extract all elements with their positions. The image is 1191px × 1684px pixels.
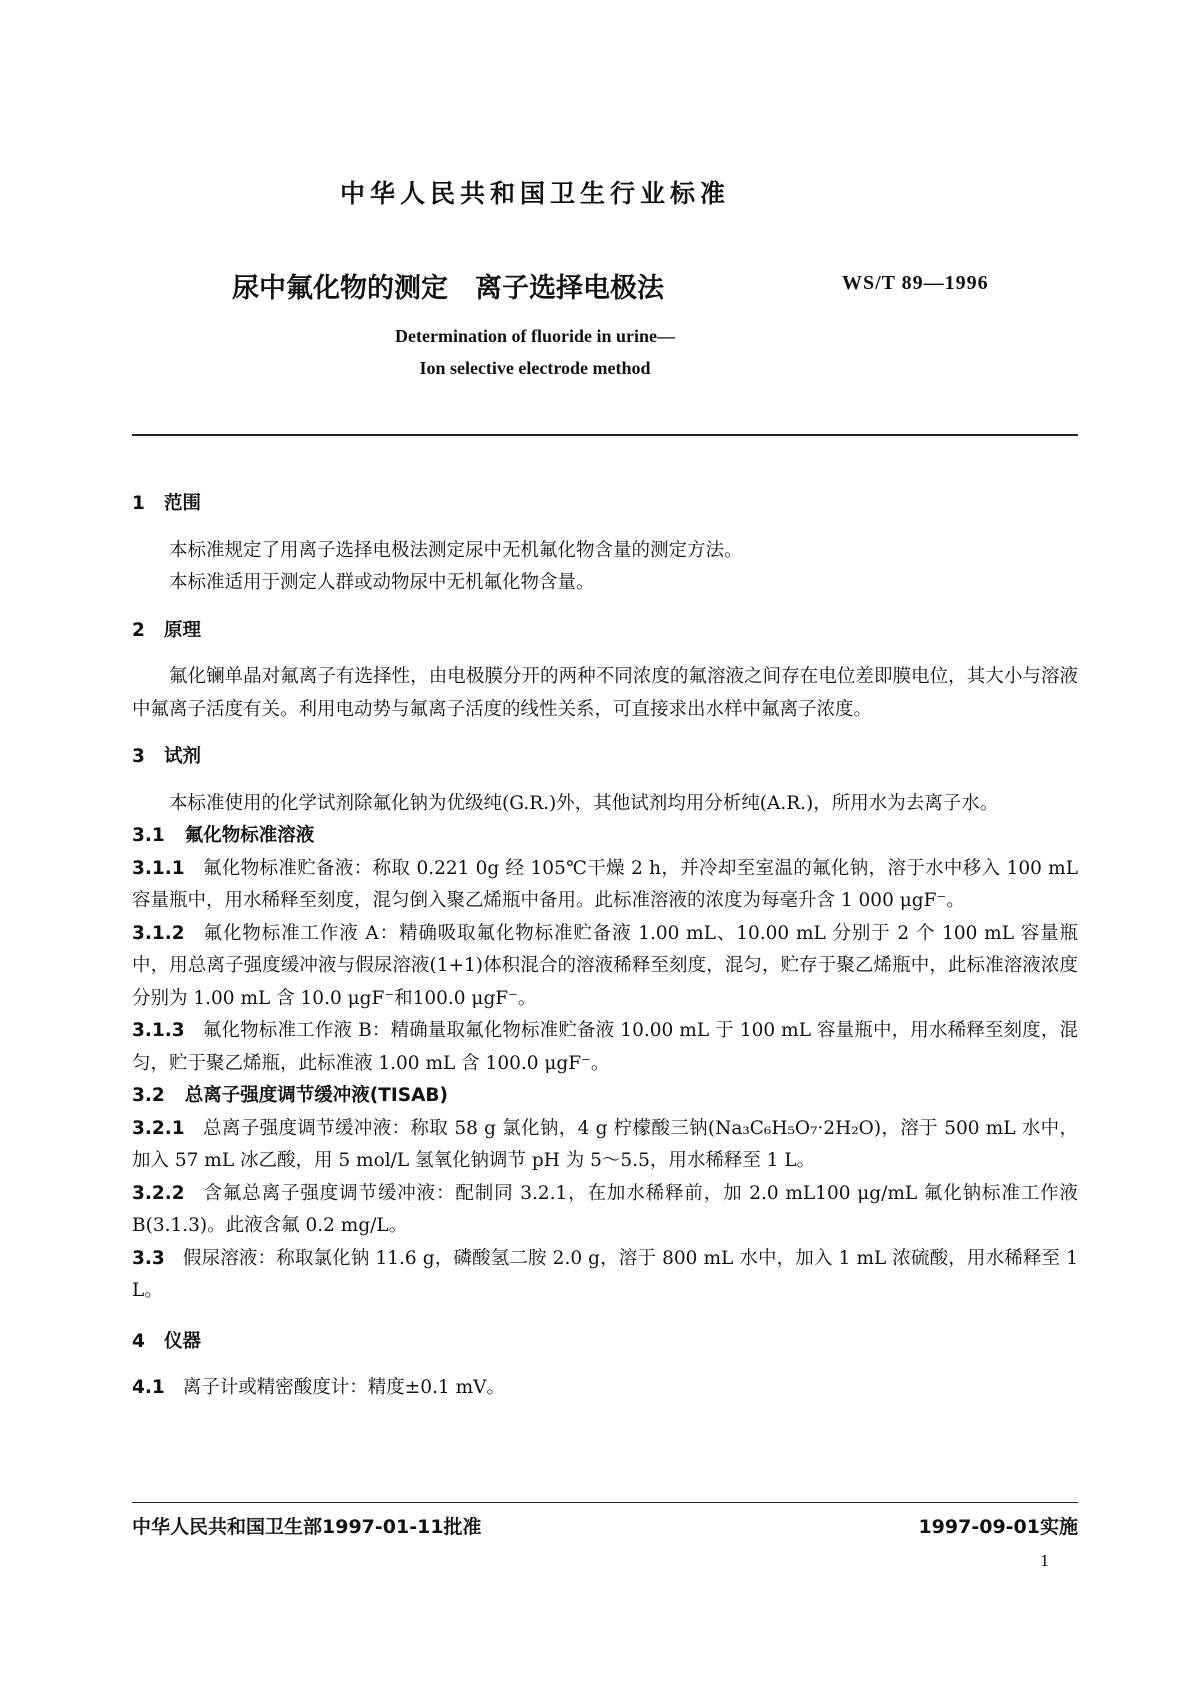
section-number: 4 [132,1330,145,1352]
paragraph: 本标准规定了用离子选择电极法测定尿中无机氟化物含量的测定方法。 [169,539,743,561]
section-number: 1 [132,493,145,514]
clause-number: 3.3 [132,1247,165,1269]
approval-date: 中华人民共和国卫生部1997-01-11批准 [132,1516,482,1538]
clause [132,1080,1078,1113]
clause-number: 3.2.1 [132,1117,185,1139]
clause-text: 氟化物标准工作液 B：精确量取氟化物标准贮备液 10.00 mL 于 100 mL 容量瓶中，用水稀释至刻度，混匀，贮于聚乙烯瓶，此标准液 1.00 mL 含 100.0 μgF⁻。 [132,1020,1078,1074]
clause-text: 氟化物标准贮备液：称取 0.221 0g 经 105℃干燥 2 h，并冷却至室温的氟化钠，溶于水中移入 100 mL 容量瓶中，用水稀释至刻度，混匀倒入聚乙烯瓶中备用。此标准溶液的浓度为每毫升含 1 000 μgF⁻。 [132,857,1078,911]
clause-text: 总离子强度调节缓冲液(TISAB) [184,1085,448,1106]
clause [132,918,1078,1016]
title-divider [132,434,1078,436]
page-number: 1 [1040,1552,1050,1570]
section-title: 范围 [164,493,202,514]
clause [132,1372,1078,1405]
clause-text: 氟化物标准工作液 A：精确吸取氟化物标准贮备液 1.00 mL、10.00 mL 分别于 2 个 100 mL 容量瓶中，用总离子强度缓冲液与假尿溶液(1+1)体积混合的溶液稀释至刻度，混匀，贮存于聚乙烯瓶中，此标准溶液浓度分别为 1.00 mL 含 10.0 μgF⁻和100.0 μgF⁻。 [132,922,1078,1009]
clause [132,1113,1078,1178]
section-number: 2 [132,619,145,641]
english-title-line-2: Ion selective electrode method [419,358,651,378]
clause-text: 假尿溶液：称取氯化钠 11.6 g，磷酸氢二胺 2.0 g，溶于 800 mL 水中，加入 1 mL 浓硫酸，用水稀释至 1 L。 [132,1247,1078,1301]
section-title: 原理 [164,619,202,641]
clause-number: 3.1.3 [132,1020,185,1041]
standard-header: 中华人民共和国卫生行业标准 [339,179,730,208]
clause [132,1243,1078,1308]
effective-date: 1997-09-01实施 [918,1516,1078,1538]
clause [132,820,1078,853]
clause-number: 3.2.2 [132,1182,185,1204]
section-title: 仪器 [164,1330,202,1352]
clause-text: 总离子强度调节缓冲液：称取 58 g 氯化钠，4 g 柠檬酸三钠(Na₃C₆H₅O₇·2H₂O)，溶于 500 mL 水中，加入 57 mL 冰乙酸，用 5 mol/L 氢氧化钠调节 pH 为 5～5.5，用水稀释至 1 L。 [132,1117,1078,1171]
standard-code: WS/T 89—1996 [842,272,989,294]
section-number: 3 [132,746,145,767]
clause-text: 含氟总离子强度调节缓冲液：配制同 3.2.1，在加水稀释前，加 2.0 mL100 μg/mL 氟化钠标准工作液 B(3.1.3)。此液含氟 0.2 mg/L。 [132,1182,1078,1236]
section-heading [132,1326,1078,1359]
clause [132,1015,1078,1080]
clause-number: 4.1 [132,1377,165,1398]
section-title: 试剂 [164,746,202,767]
clause [132,853,1078,918]
clause [132,1178,1078,1243]
section-heading [132,488,1078,521]
paragraph: 氟化镧单晶对氟离子有选择性，由电极膜分开的两种不同浓度的氟溶液之间存在电位差即膜电位，其大小与溶液中氟离子活度有关。利用电动势与氟离子活度的线性关系，可直接求出水样中氟离子浓度。 [132,666,1078,720]
english-title-line-1: Determination of fluoride in urine— [395,326,675,346]
clause-text: 氟化物标准溶液 [184,825,315,846]
paragraph: 本标准适用于测定人群或动物尿中无机氟化物含量。 [169,572,595,593]
document-title: 尿中氟化物的测定 离子选择电极法 [232,273,664,304]
paragraph: 本标准使用的化学试剂除氟化钠为优级纯(G.R.)外，其他试剂均用分析纯(A.R.)，所用水为去离子水。 [169,792,999,814]
clause-number: 3.1.2 [132,922,185,944]
footer-divider [132,1502,1078,1503]
clause-number: 3.1.1 [132,857,185,879]
clause-number: 3.2 [132,1085,165,1106]
clause-text: 离子计或精密酸度计：精度±0.1 mV。 [182,1377,505,1398]
section-heading [132,615,1078,648]
section-heading [132,741,1078,774]
document-body [132,488,1078,1405]
clause-number: 3.1 [132,825,165,846]
